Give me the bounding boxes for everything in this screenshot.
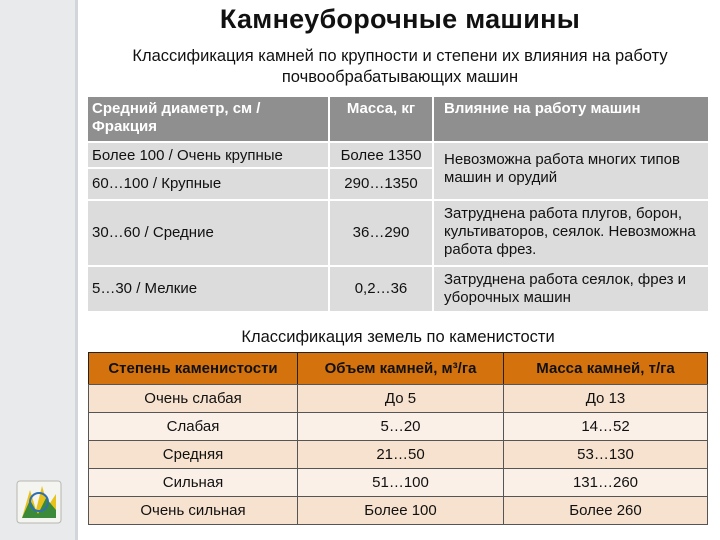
t2-row4-mass: 131…260 — [503, 468, 708, 497]
logo-icon — [16, 480, 62, 524]
t1-header-mass: Масса, кг — [330, 97, 432, 141]
page-subtitle: Классификация камней по крупности и степени их влияния на работу почвообрабатывающих машин — [132, 47, 668, 86]
t2-row1-volume: До 5 — [297, 384, 504, 413]
stone-classification-table — [88, 97, 708, 311]
t2-header-degree: Степень каменистости — [88, 352, 298, 385]
t2-row3-degree: Средняя — [88, 440, 298, 469]
t2-row1-mass: До 13 — [503, 384, 708, 413]
t1-header-impact: Влияние на работу машин — [434, 97, 708, 141]
left-sidebar-panel — [0, 0, 78, 540]
t1-row2-mass: 290…1350 — [330, 169, 432, 199]
t1-row3-fraction: 30…60 / Средние — [88, 201, 328, 265]
t2-row3-volume: 21…50 — [297, 440, 504, 469]
t2-row2-degree: Слабая — [88, 412, 298, 441]
t1-row4-mass: 0,2…36 — [330, 267, 432, 311]
sidebar-stripe — [75, 0, 78, 540]
table2-caption: Классификация земель по каменистости — [241, 328, 555, 346]
t1-row2-fraction: 60…100 / Крупные — [88, 169, 328, 199]
t1-merged-impact: Невозможна работа многих типов машин и орудий — [434, 143, 708, 199]
land-stoniness-table — [88, 352, 708, 529]
t2-row1-degree: Очень слабая — [88, 384, 298, 413]
t1-row1-fraction: Более 100 / Очень крупные — [88, 143, 328, 167]
page-title: Камнеуборочные машины — [219, 4, 581, 34]
t1-row1-mass: Более 1350 — [330, 143, 432, 167]
t1-row4-fraction: 5…30 / Мелкие — [88, 267, 328, 311]
t2-row3-mass: 53…130 — [503, 440, 708, 469]
t2-row5-degree: Очень сильная — [88, 496, 298, 525]
t1-row4-impact: Затруднена работа сеялок, фрез и уборочных машин — [434, 267, 708, 311]
t2-header-volume: Объем камней, м³/га — [297, 352, 504, 385]
t2-row4-volume: 51…100 — [297, 468, 504, 497]
t2-header-mass: Масса камней, т/га — [503, 352, 708, 385]
t2-row2-volume: 5…20 — [297, 412, 504, 441]
t1-header-diameter: Средний диаметр, см / Фракция — [88, 97, 328, 141]
t1-row3-mass: 36…290 — [330, 201, 432, 265]
t2-row4-degree: Сильная — [88, 468, 298, 497]
t2-row5-volume: Более 100 — [297, 496, 504, 525]
t2-row2-mass: 14…52 — [503, 412, 708, 441]
t2-row5-mass: Более 260 — [503, 496, 708, 525]
t1-row3-impact: Затруднена работа плугов, борон, культиваторов, сеялок. Невозможна работа фрез. — [434, 201, 708, 265]
